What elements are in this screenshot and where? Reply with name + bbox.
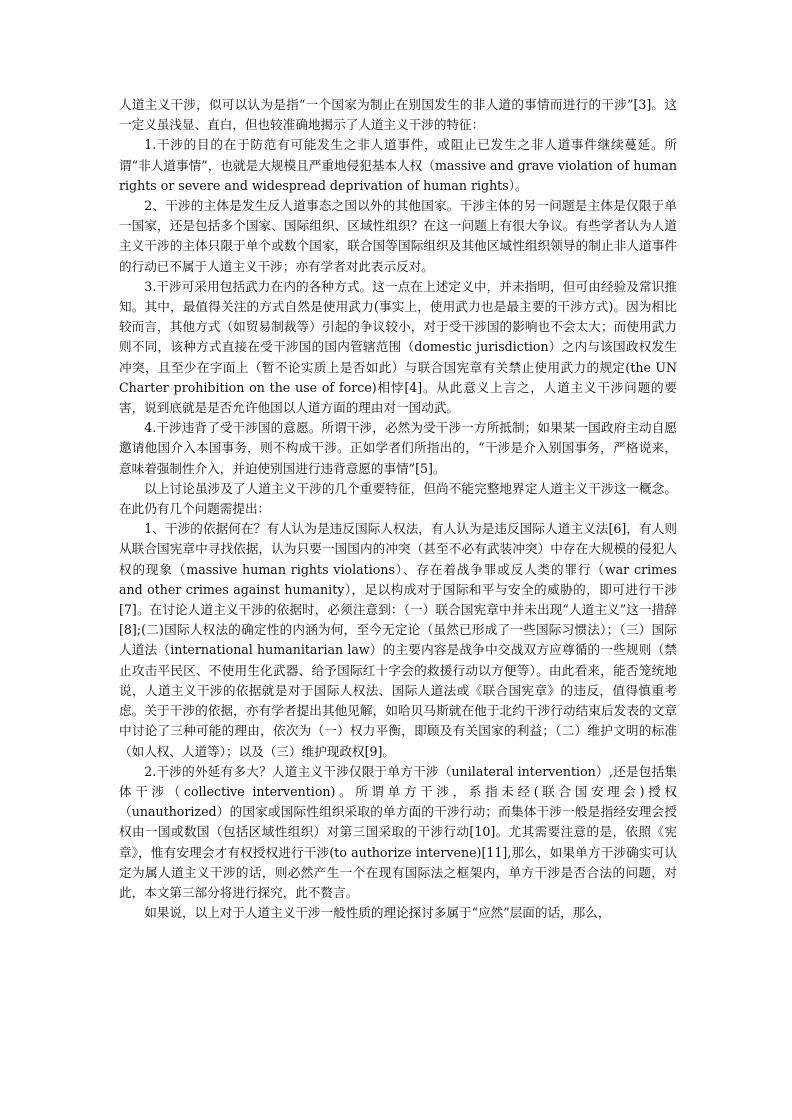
paragraph-definition: 人道主义干涉，似可以认为是指“一个国家为制止在别国发生的非人道的事情而进行的干涉”[3]。这一定义虽浅显、直白，但也较准确地揭示了人道主义干涉的特征： bbox=[119, 97, 677, 133]
paragraph-question-2: 2.干涉的外延有多大？人道主义干涉仅限于单方干涉（unilateral intervention）,还是包括集体干涉（collective intervention)。所谓单方干涉，系指未经(联合国安理会)授权（unauthorized）的国家或国际性组织采取的单方面的干涉行动；而集体干涉一般是指经安理会授权由一国或数国（包括区域性组织）对第三国采取的干涉行动[10]。尤其需要注意的是，依照《宪章》，惟有安理会才有权授权进行干涉(to authorize intervene)[11],那么，如果单方干涉确实可认定为属人道主义干涉的话，则必然产生一个在现有国际法之框架内，单方干涉是否合法的问题，对此，本文第三部分将进行探究，此不赘言。 bbox=[119, 763, 677, 900]
paragraph-closing: 如果说，以上对于人道主义干涉一般性质的理论探讨多属于“应然”层面的话，那么， bbox=[144, 905, 611, 921]
paragraph-question-1: 1、干涉的依据何在？有人认为是违反国际人权法，有人认为是违反国际人道主义法[6]，有人则从联合国宪章中寻找依据，认为只要一国国内的冲突（甚至不必有武装冲突）中存在大规模的侵犯人权的现象（massive human rights violations）、存在着战争罪或反人类的罪行（war crimes and other crimes against humanity），足以构成对于国际和平与安全的威胁的，即可进行干涉[7]。在讨论人道主义干涉的依据时，必须注意到：（一）联合国宪章中并未出现“人道主义”这一措辞[8];(二)国际人权法的确定性的内涵为何，至今无定论（虽然已形成了一些国际习惯法）；（三）国际人道法（international humanitarian law）的主要内容是战争中交战双方应尊循的一些规则（禁止攻击平民区、不使用生化武器、给予国际红十字会的救援行动以方便等）。由此看来，能否笼统地说，人道主义干涉的依据就是对于国际人权法、国际人道法或《联合国宪章》的违反，值得慎重考虑。关于干涉的依据，亦有学者提出其他见解，如哈贝马斯就在他于北约干涉行动结束后发表的文章中讨论了三种可能的理由，依次为（一）权力平衡，即顾及有关国家的利益；（二）维护文明的标准（如人权、人道等）；以及（三）维护现政权[9]。 bbox=[119, 521, 677, 759]
paragraph-questions-intro: 以上讨论虽涉及了人道主义干涉的几个重要特征，但尚不能完整地界定人道主义干涉这一概念。在此仍有几个问题需提出： bbox=[119, 480, 677, 517]
paragraph-feature-1: 1.干涉的目的在于防范有可能发生之非人道事件，或阻止已发生之非人道事件继续蔓延。所谓“非人道事情”，也就是大规模且严重地侵犯基本人权（massive and grave violation of human rights or severe and widespread deprivation of human rights）。 bbox=[119, 137, 677, 193]
paragraph-feature-4: 4.干涉违背了受干涉国的意愿。所谓干涉，必然为受干涉一方所抵制；如果某一国政府主动自愿邀请他国介入本国事务，则不构成干涉。正如学者们所指出的，“干涉是介入别国事务，严格说来，意味着强制性介入，并迫使别国进行违背意愿的事情”[5]。 bbox=[119, 420, 677, 476]
paragraph-feature-3: 3.干涉可采用包括武力在内的各种方式。这一点在上述定义中，并未指明，但可由经验及常识推知。其中，最值得关注的方式自然是使用武力(事实上，使用武力也是最主要的干涉方式)。因为相比较而言，其他方式（如贸易制裁等）引起的争议较小，对于受干涉国的影响也不会太大；而使用武力则不同，该种方式直接在受干涉国的国内管辖范围（domestic jurisdiction）之内与该国政权发生冲突，且至少在字面上（暂不论实质上是否如此）与联合国宪章有关禁止使用武力的规定(the UN Charter prohibition on the use of force)相悖[4]。从此意义上言之，人道主义干涉问题的要害，说到底就是是否允许他国以人道方面的理由对一国动武。 bbox=[119, 278, 677, 416]
paragraph-feature-2: 2、干涉的主体是发生反人道事态之国以外的其他国家。干涉主体的另一问题是主体是仅限于单一国家，还是包括多个国家、国际组织、区域性组织？在这一问题上有很大争议。有些学者认为人道主义干涉的主体只限于单个或数个国家，联合国等国际组织及其他区域性组织领导的制止非人道事件的行动已不属于人道主义干涉；亦有学者对此表示反对。 bbox=[119, 198, 677, 274]
body-text bbox=[119, 95, 677, 923]
